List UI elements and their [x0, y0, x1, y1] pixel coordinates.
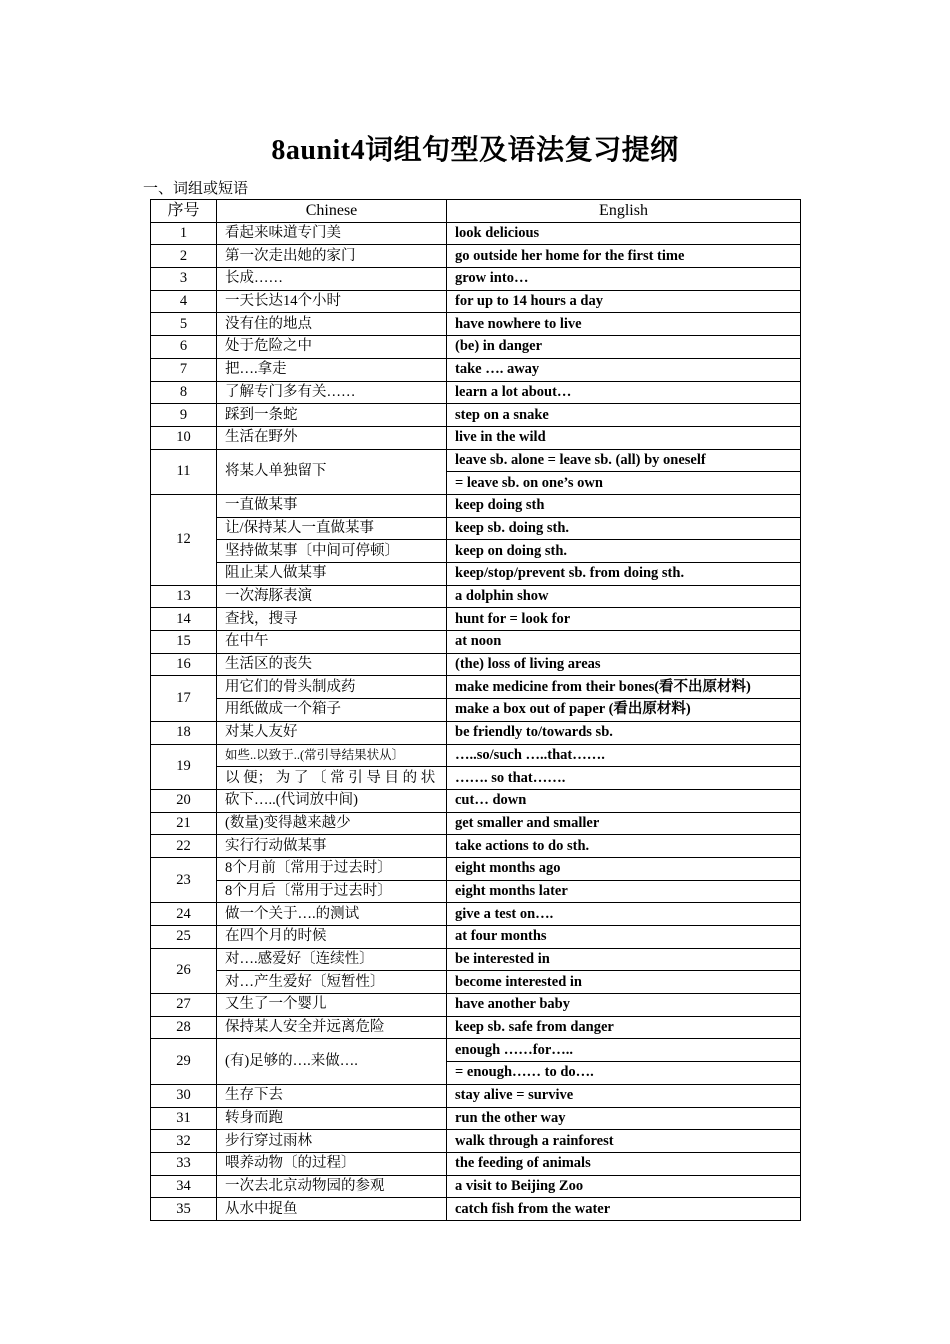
- section-heading: 一、词组或短语: [143, 181, 249, 197]
- row-number: 6: [151, 336, 217, 359]
- chinese-cell: 做一个关于….的测试: [217, 903, 447, 926]
- table-row: [151, 926, 801, 949]
- english-cell: keep doing sth: [447, 494, 801, 517]
- table-row: [151, 1039, 801, 1062]
- chinese-cell: 没有住的地点: [217, 313, 447, 336]
- english-cell: look delicious: [447, 222, 801, 245]
- english-cell: grow into…: [447, 268, 801, 291]
- table-row: [151, 767, 801, 790]
- row-number: 10: [151, 426, 217, 449]
- english-cell: take actions to do sth.: [447, 835, 801, 858]
- chinese-cell: 保持某人安全并远离危险: [217, 1016, 447, 1039]
- chinese-cell: 8个月前〔常用于过去时〕: [217, 857, 447, 880]
- chinese-cell: 长成……: [217, 268, 447, 291]
- english-cell: give a test on….: [447, 903, 801, 926]
- table-row: [151, 699, 801, 722]
- row-number: 4: [151, 290, 217, 313]
- chinese-cell: 实行行动做某事: [217, 835, 447, 858]
- chinese-cell: 查找，搜寻: [217, 608, 447, 631]
- table-row: [151, 971, 801, 994]
- chinese-cell: 看起来味道专门美: [217, 222, 447, 245]
- chinese-cell: 阻止某人做某事: [217, 563, 447, 586]
- chinese-cell: 一直做某事: [217, 494, 447, 517]
- english-cell: the feeding of animals: [447, 1152, 801, 1175]
- row-number: 1: [151, 222, 217, 245]
- chinese-cell: 生活区的丧失: [217, 653, 447, 676]
- chinese-cell: 把….拿走: [217, 358, 447, 381]
- header-english: English: [447, 200, 801, 223]
- chinese-cell: 踩到一条蛇: [217, 404, 447, 427]
- row-number: 15: [151, 631, 217, 654]
- table-row: [151, 789, 801, 812]
- row-number: 8: [151, 381, 217, 404]
- english-cell: be friendly to/towards sb.: [447, 721, 801, 744]
- chinese-cell: 对….感爱好〔连续性〕: [217, 948, 447, 971]
- english-cell: stay alive = survive: [447, 1084, 801, 1107]
- row-number: 20: [151, 789, 217, 812]
- table-row: [151, 721, 801, 744]
- english-cell: = enough…… to do….: [447, 1062, 801, 1085]
- english-cell: live in the wild: [447, 426, 801, 449]
- english-cell: step on a snake: [447, 404, 801, 427]
- row-number: 33: [151, 1152, 217, 1175]
- table-row: [151, 1107, 801, 1130]
- english-cell: a visit to Beijing Zoo: [447, 1175, 801, 1198]
- table-row: [151, 744, 801, 767]
- table-row: [151, 1175, 801, 1198]
- table-row: [151, 268, 801, 291]
- chinese-cell: 了解专门多有关……: [217, 381, 447, 404]
- row-number: 32: [151, 1130, 217, 1153]
- english-cell: make medicine from their bones(看不出原材料): [447, 676, 801, 699]
- row-number: 21: [151, 812, 217, 835]
- english-cell: make a box out of paper (看出原材料): [447, 699, 801, 722]
- chinese-cell: 在四个月的时候: [217, 926, 447, 949]
- row-number: 2: [151, 245, 217, 268]
- page-title: 8aunit4词组句型及语法复习提纲: [271, 135, 679, 166]
- table-row: [151, 653, 801, 676]
- row-number: 13: [151, 585, 217, 608]
- chinese-cell: 步行穿过雨林: [217, 1130, 447, 1153]
- chinese-cell: 坚持做某事〔中间可停顿〕: [217, 540, 447, 563]
- chinese-cell: 8个月后〔常用于过去时〕: [217, 880, 447, 903]
- english-cell: enough ……for…..: [447, 1039, 801, 1062]
- row-number: 35: [151, 1198, 217, 1221]
- row-number: 24: [151, 903, 217, 926]
- row-number: 5: [151, 313, 217, 336]
- english-cell: eight months ago: [447, 857, 801, 880]
- table-row: [151, 676, 801, 699]
- chinese-cell: (有)足够的….来做….: [217, 1039, 447, 1084]
- chinese-cell: 第一次走出她的家门: [217, 245, 447, 268]
- table-row: [151, 381, 801, 404]
- table-row: [151, 313, 801, 336]
- english-cell: ……. so that…….: [447, 767, 801, 790]
- table-body: [151, 222, 801, 1220]
- row-number: 26: [151, 948, 217, 993]
- english-cell: hunt for = look for: [447, 608, 801, 631]
- header-chinese: Chinese: [217, 200, 447, 223]
- chinese-cell: 对…产生爱好〔短暂性〕: [217, 971, 447, 994]
- table-header-row: [151, 200, 801, 223]
- table-row: [151, 358, 801, 381]
- row-number: 22: [151, 835, 217, 858]
- chinese-cell: 以 便； 为 了 〔 常 引 导 目 的 状: [217, 767, 447, 790]
- table-row: [151, 1152, 801, 1175]
- row-number: 7: [151, 358, 217, 381]
- english-cell: keep/stop/prevent sb. from doing sth.: [447, 563, 801, 586]
- table-row: [151, 426, 801, 449]
- table-row: [151, 222, 801, 245]
- english-cell: go outside her home for the first time: [447, 245, 801, 268]
- chinese-cell: 喂养动物〔的过程〕: [217, 1152, 447, 1175]
- row-number: 25: [151, 926, 217, 949]
- chinese-cell: 将某人单独留下: [217, 449, 447, 494]
- english-cell: catch fish from the water: [447, 1198, 801, 1221]
- table-row: [151, 857, 801, 880]
- row-number: 27: [151, 994, 217, 1017]
- chinese-cell: 生存下去: [217, 1084, 447, 1107]
- table-row: [151, 994, 801, 1017]
- table-row: [151, 494, 801, 517]
- chinese-cell: 对某人友好: [217, 721, 447, 744]
- english-cell: get smaller and smaller: [447, 812, 801, 835]
- chinese-cell: 一天长达14个小时: [217, 290, 447, 313]
- chinese-cell: 生活在野外: [217, 426, 447, 449]
- table-row: [151, 336, 801, 359]
- english-cell: have nowhere to live: [447, 313, 801, 336]
- table-row: [151, 1016, 801, 1039]
- row-number: 18: [151, 721, 217, 744]
- english-cell: …..so/such …..that…….: [447, 744, 801, 767]
- english-cell: cut… down: [447, 789, 801, 812]
- table-row: [151, 812, 801, 835]
- row-number: 19: [151, 744, 217, 789]
- chinese-cell: 处于危险之中: [217, 336, 447, 359]
- chinese-cell: 一次去北京动物园的参观: [217, 1175, 447, 1198]
- english-cell: (be) in danger: [447, 336, 801, 359]
- header-number: 序号: [151, 200, 217, 223]
- chinese-cell: 一次海豚表演: [217, 585, 447, 608]
- chinese-cell: 让/保持某人一直做某事: [217, 517, 447, 540]
- english-cell: learn a lot about…: [447, 381, 801, 404]
- row-number: 30: [151, 1084, 217, 1107]
- table-row: [151, 1130, 801, 1153]
- english-cell: keep on doing sth.: [447, 540, 801, 563]
- english-cell: eight months later: [447, 880, 801, 903]
- row-number: 3: [151, 268, 217, 291]
- row-number: 31: [151, 1107, 217, 1130]
- row-number: 11: [151, 449, 217, 494]
- english-cell: keep sb. safe from danger: [447, 1016, 801, 1039]
- english-cell: walk through a rainforest: [447, 1130, 801, 1153]
- chinese-cell: (数量)变得越来越少: [217, 812, 447, 835]
- english-cell: a dolphin show: [447, 585, 801, 608]
- table-row: [151, 948, 801, 971]
- english-cell: have another baby: [447, 994, 801, 1017]
- table-row: [151, 245, 801, 268]
- vocabulary-table: [150, 199, 801, 1221]
- table-row: [151, 404, 801, 427]
- row-number: 28: [151, 1016, 217, 1039]
- chinese-cell: 从水中捉鱼: [217, 1198, 447, 1221]
- row-number: 17: [151, 676, 217, 721]
- chinese-cell: 转身而跑: [217, 1107, 447, 1130]
- table-row: [151, 540, 801, 563]
- english-cell: keep sb. doing sth.: [447, 517, 801, 540]
- table-row: [151, 608, 801, 631]
- english-cell: for up to 14 hours a day: [447, 290, 801, 313]
- table-row: [151, 585, 801, 608]
- row-number: 29: [151, 1039, 217, 1084]
- english-cell: at noon: [447, 631, 801, 654]
- row-number: 14: [151, 608, 217, 631]
- english-cell: be interested in: [447, 948, 801, 971]
- table-row: [151, 835, 801, 858]
- chinese-cell: 用纸做成一个箱子: [217, 699, 447, 722]
- row-number: 23: [151, 857, 217, 902]
- english-cell: leave sb. alone = leave sb. (all) by oneself: [447, 449, 801, 472]
- english-cell: (the) loss of living areas: [447, 653, 801, 676]
- row-number: 16: [151, 653, 217, 676]
- chinese-cell: 又生了一个婴儿: [217, 994, 447, 1017]
- chinese-cell: 砍下…..(代词放中间): [217, 789, 447, 812]
- table-row: [151, 880, 801, 903]
- table-row: [151, 290, 801, 313]
- english-cell: become interested in: [447, 971, 801, 994]
- table-row: [151, 517, 801, 540]
- english-cell: take …. away: [447, 358, 801, 381]
- chinese-cell: 如些..以致于..(常引导结果状从〕: [217, 744, 447, 767]
- row-number: 12: [151, 494, 217, 585]
- english-cell: run the other way: [447, 1107, 801, 1130]
- table-row: [151, 449, 801, 472]
- table-row: [151, 903, 801, 926]
- row-number: 34: [151, 1175, 217, 1198]
- table-row: [151, 631, 801, 654]
- row-number: 9: [151, 404, 217, 427]
- english-cell: at four months: [447, 926, 801, 949]
- table-row: [151, 1198, 801, 1221]
- chinese-cell: 用它们的骨头制成药: [217, 676, 447, 699]
- table-row: [151, 563, 801, 586]
- table-row: [151, 1084, 801, 1107]
- chinese-cell: 在中午: [217, 631, 447, 654]
- english-cell: = leave sb. on one’s own: [447, 472, 801, 495]
